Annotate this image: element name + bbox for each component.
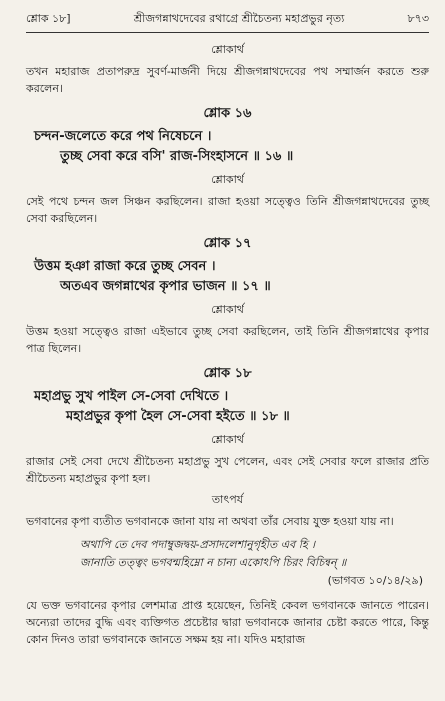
page-number: ৮৭৩	[407, 12, 429, 25]
verse-heading-17: শ্লোক ১৭	[203, 236, 252, 251]
sanskrit-quote-line-2: জানাতি তত্ত্বং ভগবন্মহিম্নো ন চান্য একোঽপি চিরং বিচিন্বন্ ॥	[80, 556, 347, 569]
verse-heading-16: শ্লোক ১৬	[203, 106, 252, 121]
translation-label: শ্লোকার্থ	[211, 303, 244, 316]
purport-text-2: যে ভক্ত ভগবানের কৃপার লেশমাত্র প্রাপ্ত হয়েছেন, তিনিই কেবল ভগবানকে জানতে পারেন। অন্যেরা তাদের বুদ্ধি এবং ব্যক্তিগত প্রচেষ্টার দ্বারা ভগবানকে জানার চেষ্টা করতে পারে, কিন্তু কোন দিনও তারা ভগবানকে জানতে সক্ষম হয় না। যদিও মহারাজ	[26, 599, 429, 646]
translation-label: শ্লোকার্থ	[211, 43, 244, 56]
purport-label: তাৎপর্য	[211, 493, 244, 506]
translation-label: শ্লোকার্থ	[211, 433, 244, 446]
header-verse-ref: শ্লোক ১৮]	[26, 12, 71, 25]
verse-16-line-2: তুচ্ছ সেবা করে বসি' রাজ-সিংহাসনে ॥ ১৬ ॥	[60, 149, 294, 164]
verse-17-translation: উত্তম হওয়া সত্ত্বেও রাজা এইভাবে তুচ্ছ সেবা করছিলেন, তাই তিনি শ্রীজগন্নাথের কৃপার পাত্র ছিলেন।	[26, 325, 429, 355]
translation-text: তখন মহারাজ প্রতাপরুদ্র সুবর্ণ-মার্জনী দিয়ে শ্রীজগন্নাথদেবের পথ সম্মার্জন করতে শুরু করলেন।	[26, 65, 429, 95]
purport-text-1: ভগবানের কৃপা ব্যতীত ভগবানকে জানা যায় না অথবা তাঁর সেবায় যুক্ত হওয়া যায় না।	[26, 515, 394, 528]
verse-heading-18: শ্লোক ১৮	[203, 366, 252, 381]
verse-17-line-2: অতএব জগন্নাথের কৃপার ভাজন ॥ ১৭ ॥	[60, 279, 271, 294]
verse-16-translation: সেই পথে চন্দন জল সিঞ্চন করছিলেন। রাজা হওয়া সত্ত্বেও তিনি শ্রীজগন্নাথদেবের তুচ্ছ সেবা করছিলেন।	[26, 195, 429, 225]
verse-17-line-1: উত্তম হঞা রাজা করে তুচ্ছ সেবন ।	[34, 259, 216, 274]
running-header	[26, 10, 429, 33]
translation-label: শ্লোকার্থ	[211, 173, 244, 186]
verse-18-line-1: মহাপ্রভু সুখ পাইল সে-সেবা দেখিতে ।	[34, 389, 229, 404]
sanskrit-quote-line-1: অথাপি তে দেব পদাম্বুজদ্বয়-প্রসাদলেশানুগৃহীত এব হি ।	[80, 538, 316, 551]
verse-18-line-2: মহাপ্রভুর কৃপা হৈল সে-সেবা হইতে ॥ ১৮ ॥	[66, 409, 290, 424]
header-chapter-title: শ্রীজগন্নাথদেবের রথাগ্রে শ্রীচৈতন্য মহাপ্রভুর নৃত্য	[133, 12, 345, 25]
scripture-reference: (ভাগবত ১০/১৪/২৯)	[327, 574, 423, 587]
verse-18-translation: রাজার সেই সেবা দেখে শ্রীচৈতন্য মহাপ্রভু সুখ পেলেন, এবং সেই সেবার ফলে রাজার প্রতি শ্রীচৈতন্য মহাপ্রভুর কৃপা হল।	[26, 455, 429, 485]
verse-16-line-1: চন্দন-জলেতে করে পথ নিষেচনে ।	[34, 129, 212, 144]
